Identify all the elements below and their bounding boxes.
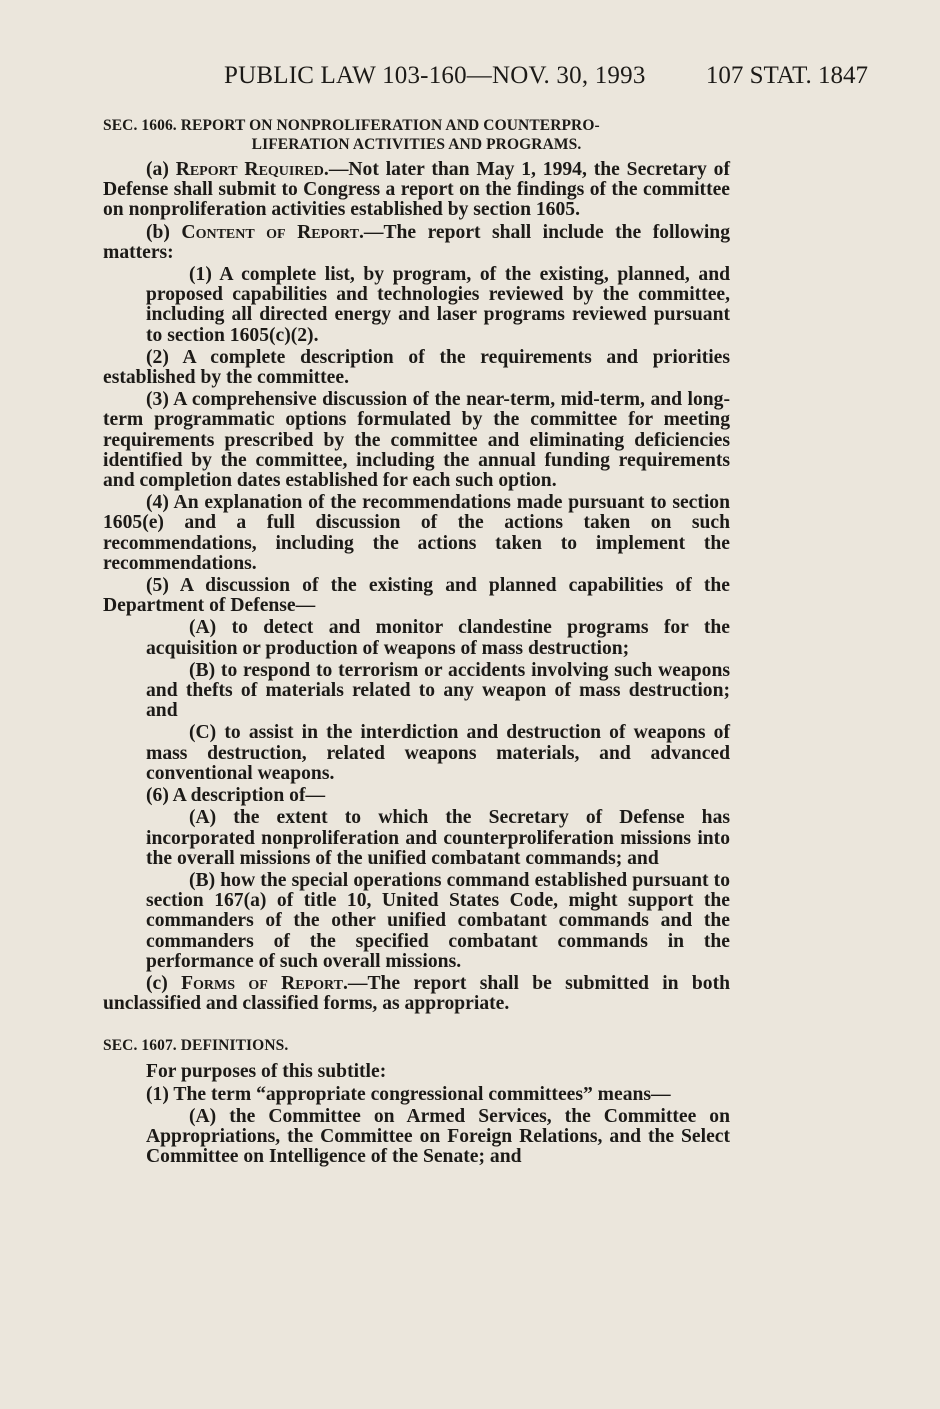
document-body xyxy=(103,116,730,1169)
subsection-c-label: (c) xyxy=(146,972,182,994)
subsection-c xyxy=(103,974,730,1014)
definition-1: (1) The term “appropriate congressional committees” means— xyxy=(146,1083,671,1105)
header-stat-citation: 107 STAT. 1847 xyxy=(705,62,868,89)
page-header xyxy=(180,62,868,92)
subsection-b-label: (b) xyxy=(146,221,182,243)
section-1607-intro: For purposes of this subtitle: xyxy=(146,1061,387,1083)
paragraph-b1: (1) A complete list, by program, of the existing, planned, and proposed capabilities and technologies reviewed by the committee, including all directed energy and laser programs reviewed pursuant to section 1605(c)(2). xyxy=(146,264,730,346)
subsection-b-caption: Content of Report. xyxy=(181,221,364,243)
subsection-a xyxy=(103,160,730,221)
paragraph-b2: (2) A complete description of the requirements and priorities established by the committee. xyxy=(103,346,730,389)
subparagraph-b6B: (B) how the special operations command established pursuant to section 167(a) of title 10, United States Code, might support the commanders of the other unified combatant commands and the commanders of the specified combatant commands in the performance of such overall missions. xyxy=(146,869,730,972)
subparagraph-b5B: (B) to respond to terrorism or accidents involving such weapons and thefts of materials related to any weapon of mass destruction; and xyxy=(146,659,730,722)
subsection-a-label: (a) xyxy=(146,159,176,180)
definition-1A: (A) the Committee on Armed Services, the Committee on Appropriations, the Committee on Foreign Relations, and the Select Committee on Intelligence of the Senate; and xyxy=(146,1105,730,1168)
paragraph-b3: (3) A comprehensive discussion of the near-term, mid-term, and long-term programmatic options formulated by the committee for meeting requirements prescribed by the committee and eliminating deficiencies identified by the committee, including the annual funding requirements and completion dates established for each such option. xyxy=(103,389,730,492)
section-1607-heading: SEC. 1607. DEFINITIONS. xyxy=(103,1037,289,1055)
subparagraph-b5C: (C) to assist in the interdiction and destruction of weapons of mass destruction, related weapons materials, and advanced conventional weapons. xyxy=(146,722,730,784)
paragraph-b5: (5) A discussion of the existing and planned capabilities of the Department of Defense— xyxy=(103,575,730,617)
subsection-c-text: —The report shall be submitted in both unclassified and classified forms, as appropriate. xyxy=(103,972,730,1015)
paragraph-b6: (6) A description of— xyxy=(146,785,326,807)
paragraph-b4: (4) An explanation of the recommendations made pursuant to section 1605(e) and a full discussion of the actions taken on such recommendations, including the actions taken to implement the recommendations. xyxy=(103,492,730,574)
subsection-c-caption: Forms of Report. xyxy=(181,972,348,994)
section-1606-heading xyxy=(103,116,730,154)
header-title: PUBLIC LAW 103-160—NOV. 30, 1993 xyxy=(224,62,646,89)
subsection-b xyxy=(103,223,730,263)
subsection-a-caption: Report Required. xyxy=(175,159,329,180)
subparagraph-b5A: (A) to detect and monitor clandestine programs for the acquisition or production of weapons of mass destruction; xyxy=(146,617,730,659)
section-1606-heading-line1: SEC. 1606. REPORT ON NONPROLIFERATION AND COUNTERPRO- xyxy=(103,117,600,134)
section-1606-heading-line2: LIFERATION ACTIVITIES AND PROGRAMS. xyxy=(251,136,582,153)
subsection-a-text: —Not later than May 1, 1994, the Secretary of Defense shall submit to Congress a report on the findings of the committee on nonproliferation activities established by section 1605. xyxy=(103,159,730,221)
subsection-b-text: —The report shall include the following matters: xyxy=(103,221,730,263)
subparagraph-b6A: (A) the extent to which the Secretary of Defense has incorporated nonproliferation and counterproliferation missions into the overall missions of the unified combatant commands; and xyxy=(146,807,730,869)
